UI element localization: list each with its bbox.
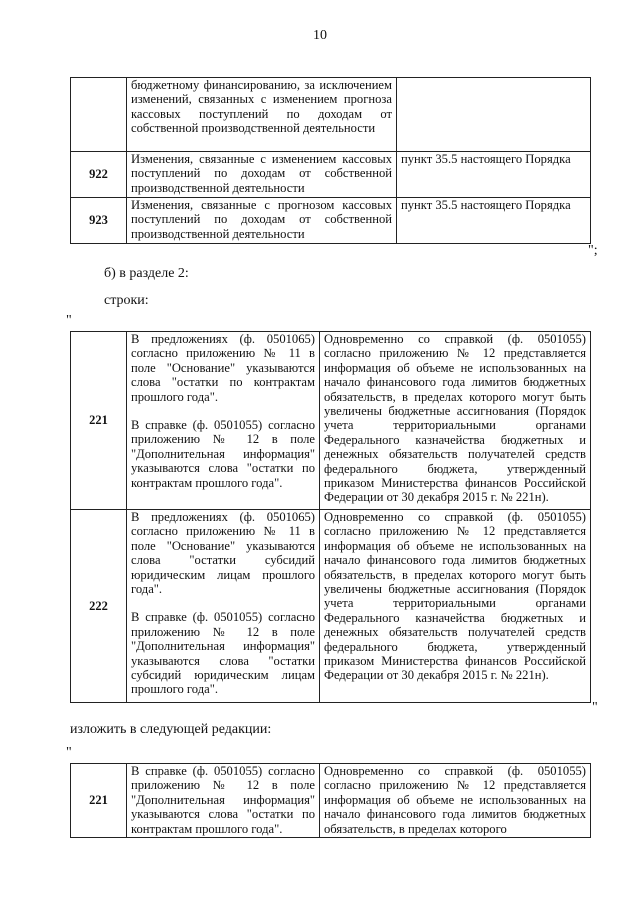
description-cell: Изменения, связанные с изменением кассовых поступлений по доходам от собственной производственной деятельности bbox=[127, 152, 397, 198]
right-cell: Одновременно со справкой (ф. 0501055) согласно приложению № 12 представляется информация об объеме не использованных на начало финансового года лимитов бюджетных обязательств, в пределах которого могут быть увеличены бюджетные ассигнования (Порядок учета территориальными органами Федерального казначейства бюджетных и денежных обязательств получателей средств федерального бюджета, утвержденный приказом Министерства финансов Российской Федерации от 30 декабря 2015 г. № 221н). bbox=[320, 510, 591, 703]
page-number: 10 bbox=[313, 28, 327, 43]
opening-quote-mark: " bbox=[66, 313, 72, 328]
reference-cell: пункт 35.5 настоящего Порядка bbox=[397, 198, 591, 244]
section-heading: б) в разделе 2: bbox=[104, 266, 189, 281]
table-row bbox=[71, 152, 591, 198]
table-row bbox=[71, 510, 591, 703]
code-cell: 221 bbox=[71, 764, 127, 838]
description-cell: бюджетному финансированию, за исключением изменений, связанных с изменением прогноза кассовых поступлений по доходам от собственной производственной деятельности bbox=[127, 78, 397, 152]
opening-quote-mark: " bbox=[66, 745, 72, 760]
code-cell: 222 bbox=[71, 510, 127, 703]
left-paragraph: В справке (ф. 0501055) согласно приложению № 12 в поле "Дополнительная информация" указываются слова "остатки субсидий юридическим лицам прошлого года". bbox=[131, 610, 315, 697]
left-cell bbox=[127, 332, 320, 510]
table-row bbox=[71, 332, 591, 510]
new-edition-heading: изложить в следующей редакции: bbox=[70, 722, 272, 737]
closing-quote-mark: "; bbox=[588, 243, 598, 258]
left-paragraph: В предложениях (ф. 0501065) согласно приложению № 11 в поле "Основание" указываются слова "остатки по контрактам прошлого года". bbox=[131, 332, 315, 404]
table-new-rows bbox=[70, 763, 591, 838]
left-paragraph: В справке (ф. 0501055) согласно приложению № 12 в поле "Дополнительная информация" указываются слова "остатки по контрактам прошлого года". bbox=[131, 418, 315, 490]
left-cell bbox=[127, 510, 320, 703]
left-paragraph: В предложениях (ф. 0501065) согласно приложению № 11 в поле "Основание" указываются слова "остатки субсидий юридическим лицам прошлого года". bbox=[131, 510, 315, 597]
rows-label: строки: bbox=[104, 293, 149, 308]
table-old-rows bbox=[70, 331, 591, 703]
table-row bbox=[71, 78, 591, 152]
code-cell: 923 bbox=[71, 198, 127, 244]
right-cell: Одновременно со справкой (ф. 0501055) согласно приложению № 12 представляется информация об объеме не использованных на начало финансового года лимитов бюджетных обязательств, в пределах которого могут быть увеличены бюджетные ассигнования (Порядок учета территориальными органами Федерального казначейства бюджетных и денежных обязательств получателей средств федерального бюджета, утвержденный приказом Министерства финансов Российской Федерации от 30 декабря 2015 г. № 221н). bbox=[320, 332, 591, 510]
description-cell: Изменения, связанные с прогнозом кассовых поступлений по доходам от собственной производственной деятельности bbox=[127, 198, 397, 244]
code-cell: 221 bbox=[71, 332, 127, 510]
table-row bbox=[71, 764, 591, 838]
table-row bbox=[71, 198, 591, 244]
left-cell: В справке (ф. 0501055) согласно приложению № 12 в поле "Дополнительная информация" указываются слова "остатки по контрактам прошлого года". bbox=[127, 764, 320, 838]
code-cell: 922 bbox=[71, 152, 127, 198]
right-cell: Одновременно со справкой (ф. 0501055) согласно приложению № 12 представляется информация об объеме не использованных на начало финансового года лимитов бюджетных обязательств, в пределах которого bbox=[320, 764, 591, 838]
code-cell bbox=[71, 78, 127, 152]
reference-cell bbox=[397, 78, 591, 152]
closing-quote-mark: " bbox=[592, 700, 598, 715]
reference-cell: пункт 35.5 настоящего Порядка bbox=[397, 152, 591, 198]
table-codes-900 bbox=[70, 77, 591, 244]
